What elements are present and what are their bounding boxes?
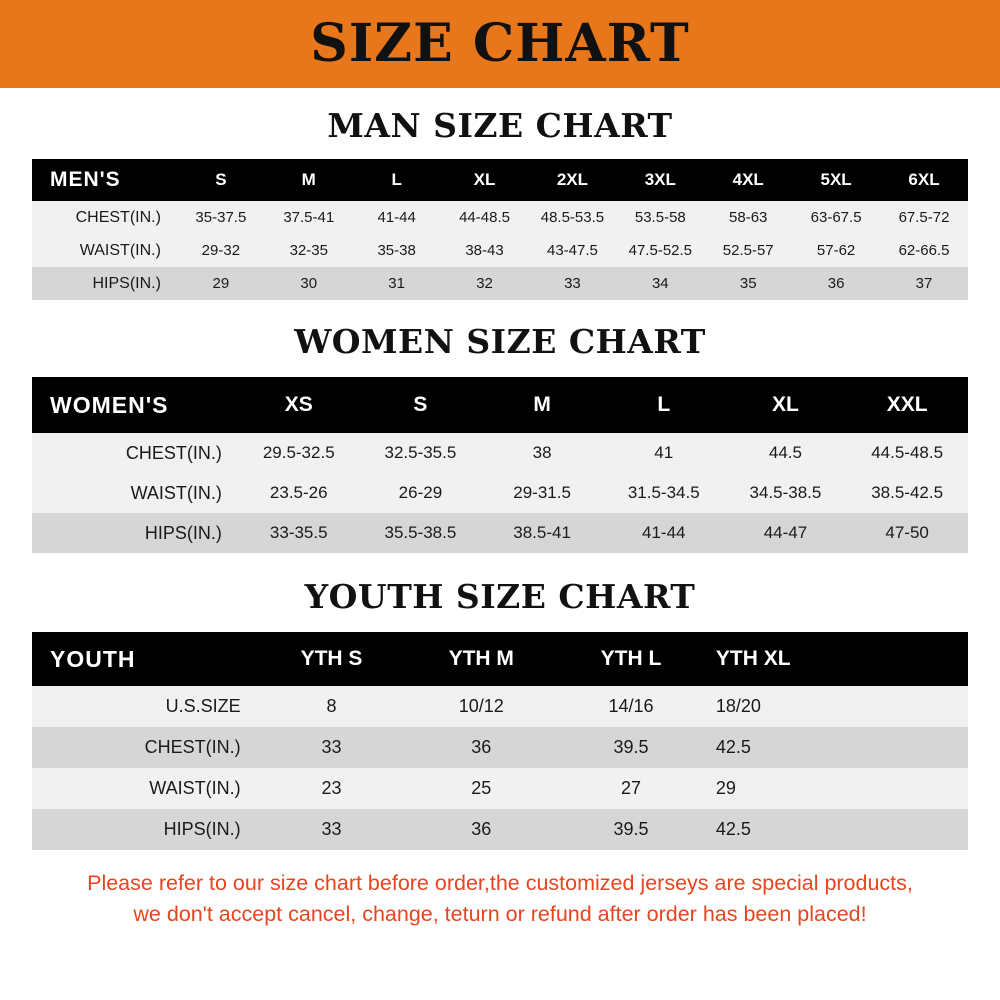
- header-cell: WOMEN'S: [32, 377, 238, 433]
- data-cell: 33: [257, 727, 407, 768]
- data-cell: 44.5-48.5: [846, 433, 968, 473]
- header-cell: XL: [725, 377, 847, 433]
- data-cell: 23: [257, 768, 407, 809]
- data-cell: 43-47.5: [528, 234, 616, 267]
- header-cell: YTH L: [556, 632, 706, 686]
- data-cell: 38.5-42.5: [846, 473, 968, 513]
- man-size-table: [32, 159, 968, 300]
- data-cell: 35-38: [353, 234, 441, 267]
- data-cell: 41: [603, 433, 725, 473]
- data-cell: 41-44: [353, 201, 441, 234]
- data-cell: 34.5-38.5: [725, 473, 847, 513]
- data-cell: 36: [406, 809, 556, 850]
- header-cell: S: [177, 159, 265, 201]
- data-cell: 23.5-26: [238, 473, 360, 513]
- header-cell: MEN'S: [32, 159, 177, 201]
- header-cell: 4XL: [704, 159, 792, 201]
- footer-note: [20, 868, 980, 930]
- data-cell: 35-37.5: [177, 201, 265, 234]
- data-cell: 32-35: [265, 234, 353, 267]
- row-label: CHEST(IN.): [32, 727, 257, 768]
- row-label: CHEST(IN.): [32, 433, 238, 473]
- data-cell: 29: [177, 267, 265, 300]
- header-cell: YOUTH: [32, 632, 257, 686]
- footer-note-line-2: we don't accept cancel, change, teturn or refund after order has been placed!: [133, 902, 867, 927]
- data-cell: 67.5-72: [880, 201, 968, 234]
- header-cell: 5XL: [792, 159, 880, 201]
- data-cell: 39.5: [556, 727, 706, 768]
- data-cell: 18/20: [706, 686, 968, 727]
- data-cell: 37.5-41: [265, 201, 353, 234]
- header-cell: XL: [441, 159, 529, 201]
- data-cell: 27: [556, 768, 706, 809]
- data-cell: 29.5-32.5: [238, 433, 360, 473]
- row-label: HIPS(IN.): [32, 809, 257, 850]
- table-row: [32, 809, 968, 850]
- table-row: [32, 768, 968, 809]
- header-cell: XXL: [846, 377, 968, 433]
- data-cell: 58-63: [704, 201, 792, 234]
- data-cell: 42.5: [706, 809, 968, 850]
- data-cell: 62-66.5: [880, 234, 968, 267]
- data-cell: 31.5-34.5: [603, 473, 725, 513]
- data-cell: 38: [481, 433, 603, 473]
- data-cell: 35.5-38.5: [360, 513, 482, 553]
- man-table-wrap: [32, 159, 968, 300]
- page-title: SIZE CHART: [310, 13, 690, 74]
- row-label: U.S.SIZE: [32, 686, 257, 727]
- footer-note-line-1: Please refer to our size chart before order,the customized jerseys are special products,: [87, 871, 913, 895]
- data-cell: 36: [406, 727, 556, 768]
- table-row: [32, 234, 968, 267]
- header-cell: XS: [238, 377, 360, 433]
- header-cell: L: [353, 159, 441, 201]
- data-cell: 37: [880, 267, 968, 300]
- data-cell: 42.5: [706, 727, 968, 768]
- data-cell: 57-62: [792, 234, 880, 267]
- data-cell: 31: [353, 267, 441, 300]
- youth-table-wrap: [32, 632, 968, 850]
- data-cell: 44-48.5: [441, 201, 529, 234]
- data-cell: 44-47: [725, 513, 847, 553]
- header-cell: M: [481, 377, 603, 433]
- women-size-table: [32, 377, 968, 553]
- table-header-row: [32, 632, 968, 686]
- data-cell: 33: [257, 809, 407, 850]
- youth-section-title: YOUTH SIZE CHART: [304, 577, 696, 616]
- data-cell: 25: [406, 768, 556, 809]
- table-row: [32, 433, 968, 473]
- data-cell: 8: [257, 686, 407, 727]
- header-cell: YTH M: [406, 632, 556, 686]
- man-section-title: MAN SIZE CHART: [327, 106, 673, 145]
- data-cell: 29-31.5: [481, 473, 603, 513]
- data-cell: 29-32: [177, 234, 265, 267]
- data-cell: 26-29: [360, 473, 482, 513]
- data-cell: 63-67.5: [792, 201, 880, 234]
- header-cell: YTH XL: [706, 632, 968, 686]
- data-cell: 38.5-41: [481, 513, 603, 553]
- data-cell: 29: [706, 768, 968, 809]
- data-cell: 52.5-57: [704, 234, 792, 267]
- row-label: HIPS(IN.): [32, 513, 238, 553]
- banner-header: [0, 0, 1000, 88]
- header-cell: YTH S: [257, 632, 407, 686]
- data-cell: 41-44: [603, 513, 725, 553]
- row-label: CHEST(IN.): [32, 201, 177, 234]
- data-cell: 32.5-35.5: [360, 433, 482, 473]
- youth-size-table: [32, 632, 968, 850]
- table-row: [32, 727, 968, 768]
- data-cell: 53.5-58: [616, 201, 704, 234]
- data-cell: 30: [265, 267, 353, 300]
- table-row: [32, 686, 968, 727]
- women-section-title: WOMEN SIZE CHART: [294, 322, 706, 361]
- header-cell: 3XL: [616, 159, 704, 201]
- data-cell: 36: [792, 267, 880, 300]
- table-row: [32, 201, 968, 234]
- table-header-row: [32, 377, 968, 433]
- data-cell: 32: [441, 267, 529, 300]
- data-cell: 47.5-52.5: [616, 234, 704, 267]
- data-cell: 47-50: [846, 513, 968, 553]
- data-cell: 48.5-53.5: [528, 201, 616, 234]
- data-cell: 35: [704, 267, 792, 300]
- data-cell: 33: [528, 267, 616, 300]
- row-label: WAIST(IN.): [32, 768, 257, 809]
- header-cell: S: [360, 377, 482, 433]
- row-label: WAIST(IN.): [32, 234, 177, 267]
- data-cell: 10/12: [406, 686, 556, 727]
- table-row: [32, 473, 968, 513]
- header-cell: M: [265, 159, 353, 201]
- data-cell: 44.5: [725, 433, 847, 473]
- table-header-row: [32, 159, 968, 201]
- table-row: [32, 513, 968, 553]
- row-label: HIPS(IN.): [32, 267, 177, 300]
- data-cell: 34: [616, 267, 704, 300]
- data-cell: 33-35.5: [238, 513, 360, 553]
- row-label: WAIST(IN.): [32, 473, 238, 513]
- table-row: [32, 267, 968, 300]
- header-cell: L: [603, 377, 725, 433]
- data-cell: 14/16: [556, 686, 706, 727]
- header-cell: 6XL: [880, 159, 968, 201]
- header-cell: 2XL: [528, 159, 616, 201]
- data-cell: 38-43: [441, 234, 529, 267]
- women-table-wrap: [32, 377, 968, 553]
- data-cell: 39.5: [556, 809, 706, 850]
